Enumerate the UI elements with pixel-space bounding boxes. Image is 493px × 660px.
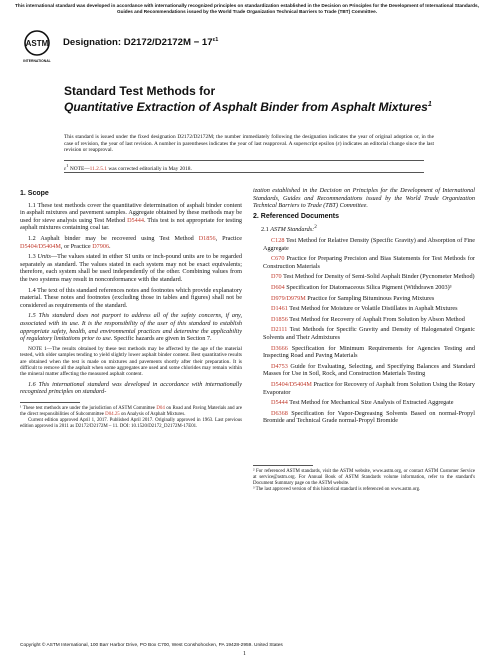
divider xyxy=(64,160,424,161)
title-footnote-marker: 1 xyxy=(427,101,432,108)
paragraph-1-2: 1.2 Asphalt binder may be recovered using Test Method D1856, Practice D5404/D5404M, or Practice D7906. xyxy=(20,234,242,250)
editorial-note-link[interactable]: 11.2.5.1 xyxy=(89,165,107,172)
ref-link[interactable]: D04.25 xyxy=(105,411,120,417)
section-heading-scope: 1. Scope xyxy=(20,190,49,197)
reference-title: Test Method for Relative Density (Specific Gravity) and Absorption of Fine Aggregate xyxy=(263,237,475,252)
reference-item xyxy=(253,237,475,252)
paragraph-2-1: 2.1 ASTM Standards:$^2$ xyxy=(261,224,317,234)
note-1: NOTE 1—The results obtained by these test methods may be affected by the age of the material tested, with older samples tending to yield slightly lower asphalt binder content. Best quantitative results are obtained when the test is made on mixtures and pavements shortly after their preparation. It is difficult to remove all the asphalt when some aggregates are used and some chlorides may remain within the mineral matter affecting the measured asphalt content. xyxy=(20,345,243,378)
reference-code-link[interactable]: C670 xyxy=(271,255,285,263)
footnote-1: ¹ These test methods are under the jurisdiction of ASTM Committee D04 on Road and Paving Materials and are the direct responsibilities of Subcommittee D04.25 on Analysis of Asphalt Mixtures. xyxy=(20,405,242,417)
designation-superscript: ε1 xyxy=(212,37,219,43)
svg-text:ASTM: ASTM xyxy=(25,39,49,48)
reference-item xyxy=(253,295,475,303)
reference-title: Specification for Vapor-Degreasing Solvents Based on normal-Propyl Bromide and Technical Grade normal-Propyl Bromide xyxy=(263,409,475,425)
astm-logo xyxy=(22,30,52,64)
reference-code-link[interactable]: D4753 xyxy=(271,362,288,370)
logo-wordmark: INTERNATIONAL xyxy=(23,59,51,63)
reference-code-link[interactable]: D979/D979M xyxy=(271,294,306,302)
page-number: 1 xyxy=(243,651,246,657)
ref-link[interactable]: D7906 xyxy=(92,242,110,250)
paragraph-1-1: 1.1 These test methods cover the quantitative determination of asphalt binder content in asphalt mixtures and pavement samples. Aggregate obtained by these methods may be used for sieve analysis using Test Method D5444. This test is not appropriate for testing asphalt mixtures containing coal tar. xyxy=(20,201,243,232)
issuance-statement: This standard is issued under the fixed designation D2172/D2172M; the number immediately following the designation indicates the year of original adoption or, in the case of revision, the year of last revision. A number in parentheses indicates the year of last reapproval. A superscript epsilon (ε) indicates an editorial change since the last revision or reapproval. xyxy=(64,134,434,154)
paragraph-1-3: 1.3 Units—The values stated in either SI units or inch-pound units are to be regarded separately as standard. The values stated in each system may not be exact equivalents; therefore, each system shall be used independently of the other. Combining values from the two systems may result in nonconformance with the standard. xyxy=(20,253,242,283)
reference-title: Test Methods for Specific Gravity and Density of Halogenated Organic Solvents and Their Admixtures xyxy=(263,326,475,341)
reference-title: Guide for Evaluating, Selecting, and Specifying Balances and Standard Masses for Use in Soil, Rock, and Construction Materials Testing xyxy=(263,362,475,378)
reference-item xyxy=(253,273,475,281)
reference-title: Test Method for Mechanical Size Analysis of Extracted Aggregate xyxy=(287,399,454,407)
reference-item xyxy=(253,381,475,396)
reference-item xyxy=(253,316,475,324)
document-title xyxy=(64,84,444,114)
reference-title: Test Method for Recovery of Asphalt From Solution by Abson Method xyxy=(287,315,465,323)
footnote-1-edition: Current edition approved April 1, 2017. Published April 2017. Originally approved in 1963. Last previous edition approved in 2011 as D2172/D2172M – 11. DOI: 10.1520/D2172_D2172M-17E01. xyxy=(20,417,242,429)
reference-code-link[interactable]: C128 xyxy=(271,237,285,245)
footnote-2: ² For referenced ASTM standards, visit the ASTM website, www.astm.org, or contact ASTM Customer Service at service@astm.org. For Annual Book of ASTM Standards volume information, refer to the standard's Document Summary page on the ASTM website. xyxy=(253,468,475,486)
reference-title: Specification for Diatomaceous Silica Pigment (Withdrawn 2003)³ xyxy=(284,284,452,291)
reference-item xyxy=(253,363,475,378)
reference-code-link[interactable]: D5404/D5404M xyxy=(271,380,312,388)
reference-code-link[interactable]: D1856 xyxy=(271,315,288,323)
footnote-3: ³ The last approved version of this historical standard is referenced on www.astm.org. xyxy=(253,486,421,492)
reference-code-link[interactable]: D3666 xyxy=(271,344,288,352)
paragraph-1-4: 1.4 The text of this standard references notes and footnotes which provide explanatory material. These notes and footnotes (excluding those in tables and figures) shall not be considered as requirements of the standard. xyxy=(20,286,242,309)
ref-link[interactable]: D1856 xyxy=(198,234,216,242)
left-column xyxy=(20,187,242,430)
reference-item xyxy=(253,326,475,341)
reference-title: Practice for Sampling Bituminous Paving Mixtures xyxy=(305,294,435,302)
divider xyxy=(64,172,424,173)
reference-list xyxy=(253,237,475,425)
paragraph-1-6: 1.6 This international standard was developed in accordance with internationally recognized principles on standard- xyxy=(20,380,242,396)
title-line-2: Quantitative Extraction of Asphalt Binder from Asphalt Mixtures xyxy=(64,100,428,114)
reference-item xyxy=(253,255,475,270)
top-notice: This international standard was developed in accordance with internationally recognized principles on standardization established in the Decision on Principles for the Development of International Standards, Guides and Recommendations issued by the World Trade Organization Technical Barriers to Trade (TBT) Committee. xyxy=(15,3,479,14)
reference-title: Test Method for Moisture or Volatile Distillates in Asphalt Mixtures xyxy=(287,305,458,313)
reference-title: Practice for Preparing Precision and Bias Statements for Test Methods for Construction Materials xyxy=(263,255,475,270)
reference-code-link[interactable]: D70 xyxy=(271,273,282,281)
reference-title: Practice for Recovery of Asphalt from Solution Using the Rotary Evaporator xyxy=(263,380,475,396)
reference-item xyxy=(253,345,475,360)
ref-link[interactable]: D5404/D5404M xyxy=(20,242,61,250)
reference-item xyxy=(253,284,475,292)
reference-item xyxy=(253,399,475,407)
title-line-1: Standard Test Methods for xyxy=(64,84,216,98)
ref-link[interactable]: D5444 xyxy=(127,216,144,224)
footnote-divider xyxy=(253,465,313,466)
reference-code-link[interactable]: D2111 xyxy=(271,326,288,334)
editorial-note: $\varepsilon^1$ NOTE—11.2.5.1 was corrected editorially in May 2018. xyxy=(64,163,192,172)
paragraph-1-6-continued: ization established in the Decision on Principles for the Development of International Standards, Guides and Recommendations issued by the World Trade Organization Technical Barriers to Trade (TBT) Committee. xyxy=(253,187,475,210)
ref-link[interactable]: D04 xyxy=(156,405,165,411)
footnote-divider xyxy=(20,402,80,403)
reference-code-link[interactable]: D5444 xyxy=(271,399,288,407)
reference-title: Specification for Minimum Requirements for Agencies Testing and Inspecting Road and Paving Materials xyxy=(263,344,475,360)
reference-code-link[interactable]: D1461 xyxy=(271,305,288,313)
paragraph-1-5: 1.5 This standard does not purport to address all of the safety concerns, if any, associated with its use. It is the responsibility of the user of this standard to establish appropriate safety, health, and environmental practices and determine the applicability of regulatory limitations prior to use. Specific hazards are given in Section 7. xyxy=(20,312,242,343)
reference-code-link[interactable]: D6368 xyxy=(271,409,288,417)
designation: Designation: $D2172/D2172M - 17^{\varepsilon 1}$ xyxy=(63,37,219,49)
reference-title: Test Method for Density of Semi-Solid Asphalt Binder (Pycnometer Method) xyxy=(281,273,475,281)
reference-item xyxy=(253,410,475,425)
copyright-footer: Copyright © ASTM International, 100 Barr Harbor Drive, PO Box C700, West Conshohocken, PA 19428-2959. United States xyxy=(20,643,283,648)
reference-item xyxy=(253,305,475,313)
section-heading-referenced-documents: 2. Referenced Documents xyxy=(253,212,339,220)
reference-code-link[interactable]: D604 xyxy=(271,284,285,291)
right-column xyxy=(253,187,475,493)
